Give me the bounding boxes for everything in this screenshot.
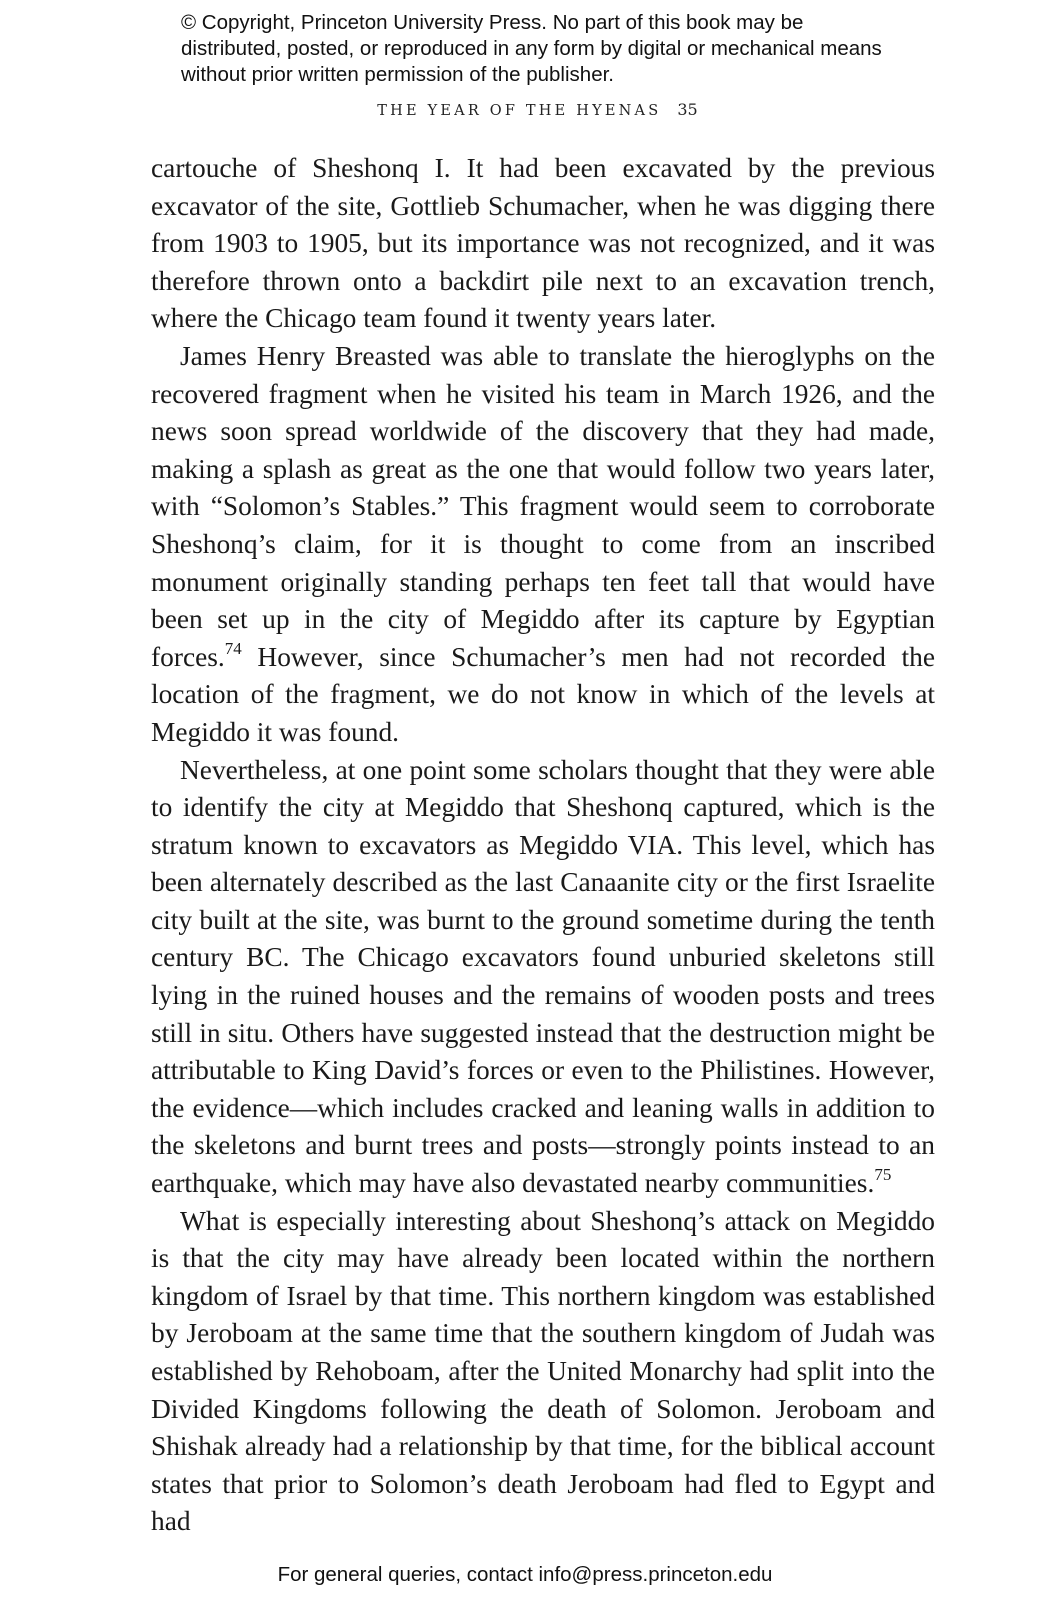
- footnote-ref-74: 74: [224, 638, 242, 658]
- paragraph-1: [151, 150, 935, 338]
- body-text: [151, 150, 935, 1541]
- paragraph-2: [151, 338, 935, 752]
- paragraph-3: [151, 752, 935, 1203]
- paragraph-4: [151, 1203, 935, 1541]
- page-number: 35: [677, 100, 698, 119]
- footnote-ref-75: 75: [874, 1164, 892, 1184]
- paragraph-text: What is especially interesting about Sheshonq’s attack on Megiddo is that the city may have already been located within the northern kingdom of Israel by that time. This northern kingdom was established by Jeroboam at the same time that the southern kingdom of Judah was established by Rehoboam, after the United Monarchy had split into the Divided Kingdoms following the death of Solomon. Jeroboam and Shishak already had a relationship by that time, for the biblical account states that prior to Solomon’s death Jeroboam had fled to Egypt and had: [151, 1205, 935, 1537]
- paragraph-text: Nevertheless, at one point some scholars thought that they were able to identify the city at Megiddo that Sheshonq captured, which is the stratum known to excavators as Megiddo VIA. This level, which has been alternately described as the last Canaanite city or the first Israelite city built at the site, was burnt to the ground sometime during the tenth century BC. The Chicago excavators found unburied skeletons still lying in the ruined houses and the remains of wooden posts and trees still in situ. Others have suggested instead that the destruction might be attributable to King David’s forces or even to the Philistines. However, the evidence—which includes cracked and leaning walls in addition to the skeletons and burnt trees and posts—strongly points instead to an earthquake, which may have also devastated nearby communities.: [151, 754, 935, 1199]
- paragraph-text: James Henry Breasted was able to translate the hieroglyphs on the recovered fragment when he visited his team in March 1926, and the news soon spread worldwide of the discovery that they had made, making a splash as great as the one that would follow two years later, with “Solomon’s Stables.” This fragment would seem to corroborate Sheshonq’s claim, for it is thought to come from an inscribed monument originally standing perhaps ten feet tall that would have been set up in the city of Megiddo after its capture by Egyptian forces.: [151, 340, 935, 672]
- footer-contact: For general queries, contact info@press.princeton.edu: [277, 1563, 773, 1586]
- copyright-notice: © Copyright, Princeton University Press. No part of this book may be distributed, posted, or reproduced in any form by digital or mechanical means without prior written permission of the publisher.: [181, 11, 882, 86]
- running-head: [150, 100, 925, 119]
- paragraph-text: cartouche of Sheshonq I. It had been excavated by the previous excavator of the site, Gottlieb Schumacher, when he was digging there from 1903 to 1905, but its importance was not recognized, and it was therefore thrown onto a backdirt pile next to an excavation trench, where the Chicago team found it twenty years later.: [151, 153, 935, 334]
- paragraph-text-continued: However, since Schumacher’s men had not recorded the location of the fragment, we do not know in which of the levels at Megiddo it was found.: [151, 641, 935, 747]
- running-head-title: THE YEAR OF THE HYENAS: [377, 103, 662, 119]
